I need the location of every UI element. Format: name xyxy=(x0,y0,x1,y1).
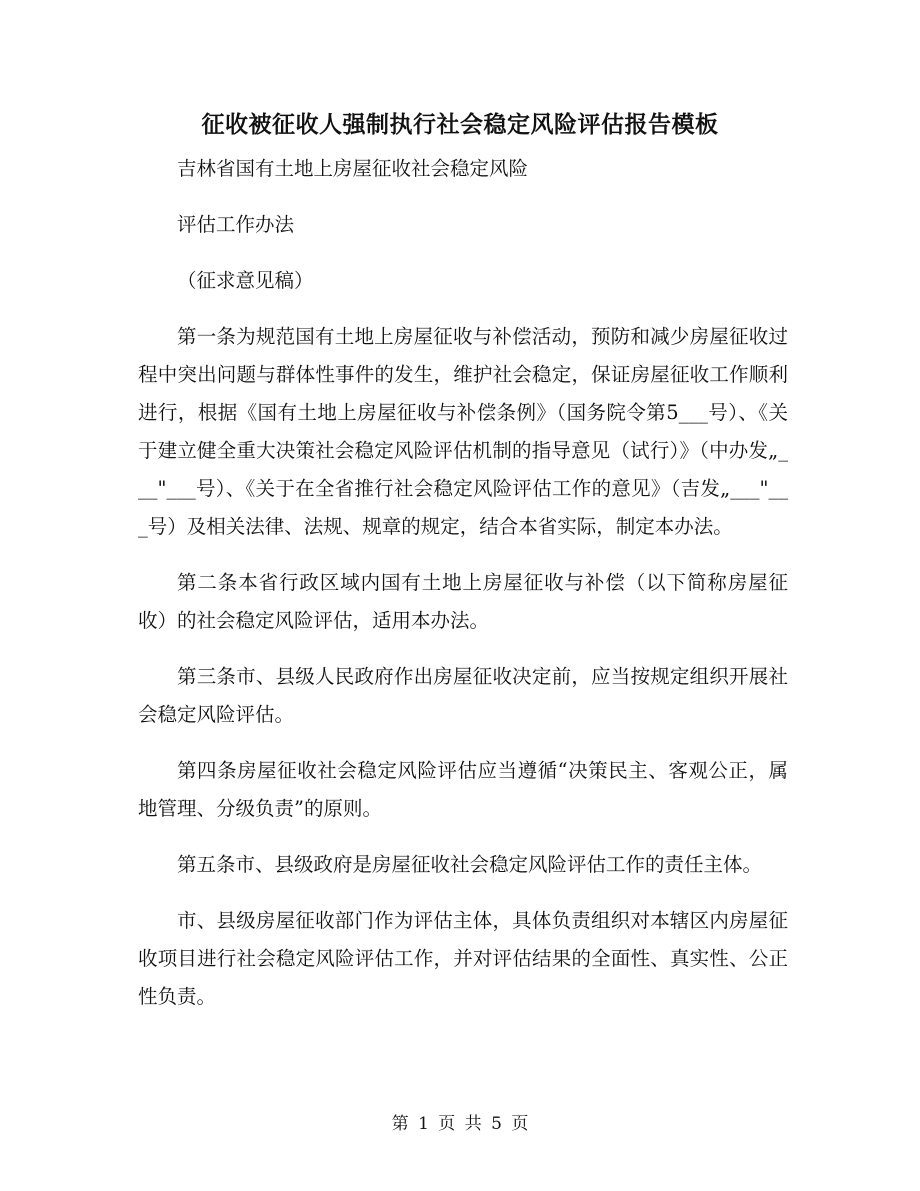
paragraph-article-5-cont: 市、县级房屋征收部门作为评估主体，具体负责组织对本辖区内房屋征收项目进行社会稳定风险评估工作，并对评估结果的全面性、真实性、公正性负责。 xyxy=(138,909,788,1008)
document-title: 征收被征收人强制执行社会稳定风险评估报告模板 xyxy=(201,112,719,138)
paragraph-heading-line-1: 吉林省国有土地上房屋征收社会稳定风险 xyxy=(177,157,529,180)
paragraph-article-5: 第五条市、县级政府是房屋征收社会稳定风险评估工作的责任主体。 xyxy=(177,853,763,876)
paragraph-draft-note: （征求意见稿） xyxy=(177,269,314,292)
paragraph-article-3: 第三条市、县级人民政府作出房屋征收决定前，应当按规定组织开展社会稳定风险评估。 xyxy=(138,665,788,726)
page-number-footer: 第 1 页 共 5 页 xyxy=(391,1114,529,1134)
paragraph-article-4: 第四条房屋征收社会稳定风险评估应当遵循“决策民主、客观公正，属地管理、分级负责”的原则。 xyxy=(138,759,788,820)
paragraph-heading-line-2: 评估工作办法 xyxy=(177,213,295,236)
document-body xyxy=(138,150,788,1016)
paragraph-article-1: 第一条为规范国有土地上房屋征收与补偿活动，预防和减少房屋征收过程中突出问题与群体性事件的发生，维护社会稳定，保证房屋征收工作顺利进行，根据《国有土地上房屋征收与补偿条例》（国务院令第5___号）、《关于建立健全重大决策社会稳定风险评估机制的指导意见（试行）》（中办发„___"___号）、《关于在全省推行社会稳定风险评估工作的意见》（吉发„___"___号）及相关法律、法规、规章的规定，结合本省实际，制定本办法。 xyxy=(138,325,788,538)
paragraph-article-2: 第二条本省行政区域内国有土地上房屋征收与补偿（以下简称房屋征收）的社会稳定风险评估，适用本办法。 xyxy=(138,571,788,632)
